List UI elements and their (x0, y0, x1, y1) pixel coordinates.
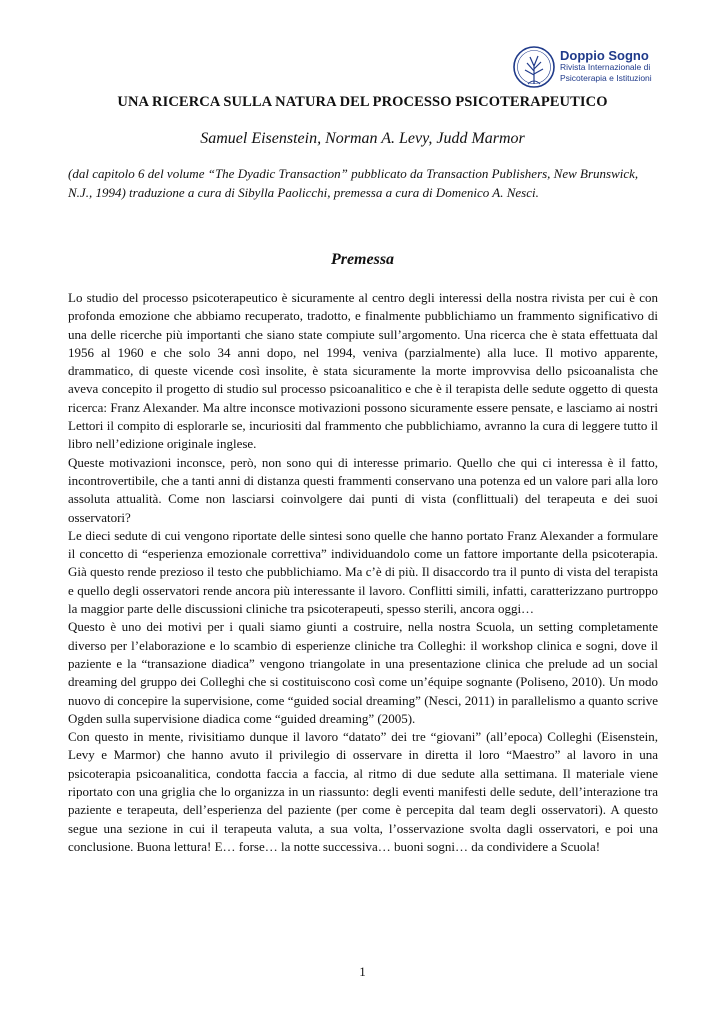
article-authors: Samuel Eisenstein, Norman A. Levy, Judd Marmor (200, 130, 525, 147)
paragraph: Lo studio del processo psicoterapeutico è sicuramente al centro degli interessi della nostra rivista per cui è con profonda emozione che abbiamo recuperato, tradotto, e finalmente pubblichiamo un frammento significativo di una delle ricerche più importanti che siano state compiute sull’argomento. Una ricerca che è stata effettuata dal 1956 al 1960 e che solo 34 anni dopo, nel 1994, veniva (parzialmente) alla luce. Il motivo apparente, drammatico, di queste vicende così insolite, è stata sicuramente la morte improvvisa dello psicoanalista che aveva concepito il progetto di studio sul processo psicoanalitico e che è il terapista delle sedute oggetto di questa ricerca: Franz Alexander. Ma altre inconsce motivazioni possono sicuramente essere pensate, e lasciamo ai nostri Lettori il compito di esplorarle se, incuriositi dal frammento che pubblichiamo, avranno la cura di leggere tutto il libro nell’edizione originale inglese. (68, 290, 658, 452)
paragraph: Queste motivazioni inconsce, però, non sono qui di interesse primario. Quello che qui ci interessa è il fatto, incontrovertibile, che a tanti anni di distanza questi frammenti conservano una potenza ed un valore pari alla loro assoluta attualità. Come non lasciarsi coinvolgere dai punti di vista (conflittuali) del terapeuta e dei suoi osservatori? (68, 454, 658, 525)
paragraph: Le dieci sedute di cui vengono riportate delle sintesi sono quelle che hanno portato Franz Alexander a formulare il concetto di “esperienza emozionale correttiva” individuandolo come un fattore importante della psicoterapia. Già questo rende prezioso il testo che pubblichiamo. Ma c’è di più. Il disaccordo tra il punto di vista del terapista e quello degli osservatori rende ancora più interessante il lavoro. Conflitti simili, infatti, caratterizzano purtroppo la maggior parte delle discussioni cliniche tra psicoterapeuti, spesso sterili, ancora oggi… (68, 527, 658, 617)
source-note: (dal capitolo 6 del volume “The Dyadic Transaction” pubblicato da Transaction Publishers, New Brunswick, N.J., 1994) traduzione a cura di Sibylla Paolicchi, premessa a cura di Domenico A. Nesci. (68, 166, 639, 200)
tree-circle-icon (512, 44, 556, 90)
paragraph: Questo è uno dei motivi per i quali siamo giunti a costruire, nella nostra Scuola, un setting completamente diverso per l’elaborazione e lo scambio di esperienze cliniche tra Colleghi: il workshop clinica e sogni, dove il paziente e la “transazione diadica” vengono triangolate in una presentazione clinica che prelude ad un social dreaming del gruppo dei Colleghi che si costituiscono così come un’équipe sognante (Poliseno, 2010). Un modo nuovo di concepire la supervisione, come “guided social dreaming” (Nesci, 2011) in parallelismo a quanto scrive Ogden sulla supervisione diadica come “guided dreaming” (2005). (68, 619, 658, 726)
journal-subtitle-line1: Rivista Internazionale di (560, 62, 651, 72)
journal-subtitle-line2: Psicoterapia e Istituzioni (560, 73, 652, 83)
page-number: 1 (359, 964, 366, 979)
body-text (68, 289, 658, 856)
journal-name: Doppio Sogno (560, 48, 649, 63)
paragraph: Con questo in mente, rivisitiamo dunque il lavoro “datato” dei tre “giovani” (all’epoca) Colleghi (Eisenstein, Levy e Marmor) che hanno avuto il privilegio di osservare in diretta il loro “Maestro” al lavoro in una psicoterapia psicoanalitica, condotta faccia a faccia, al ritmo di due sedute alla settimana. Il materiale viene riportato con una griglia che lo organizza in un riassunto: degli eventi manifesti delle sedute, dell’interazione tra paziente e terapeuta, dell’esperienza del paziente (per come è percepita dal team degli osservatori). A questo segue una sezione in cui il terapeuta valuta, a sua volta, l’osservazione svolta dagli osservatori, e poi una conclusione. Buona lettura! E… forse… la notte successiva… buoni sogni… da condividere a Scuola! (68, 729, 658, 854)
article-title: UNA RICERCA SULLA NATURA DEL PROCESSO PSICOTERAPEUTICO (117, 94, 608, 110)
journal-logo (512, 42, 692, 92)
section-title: Premessa (330, 251, 395, 268)
